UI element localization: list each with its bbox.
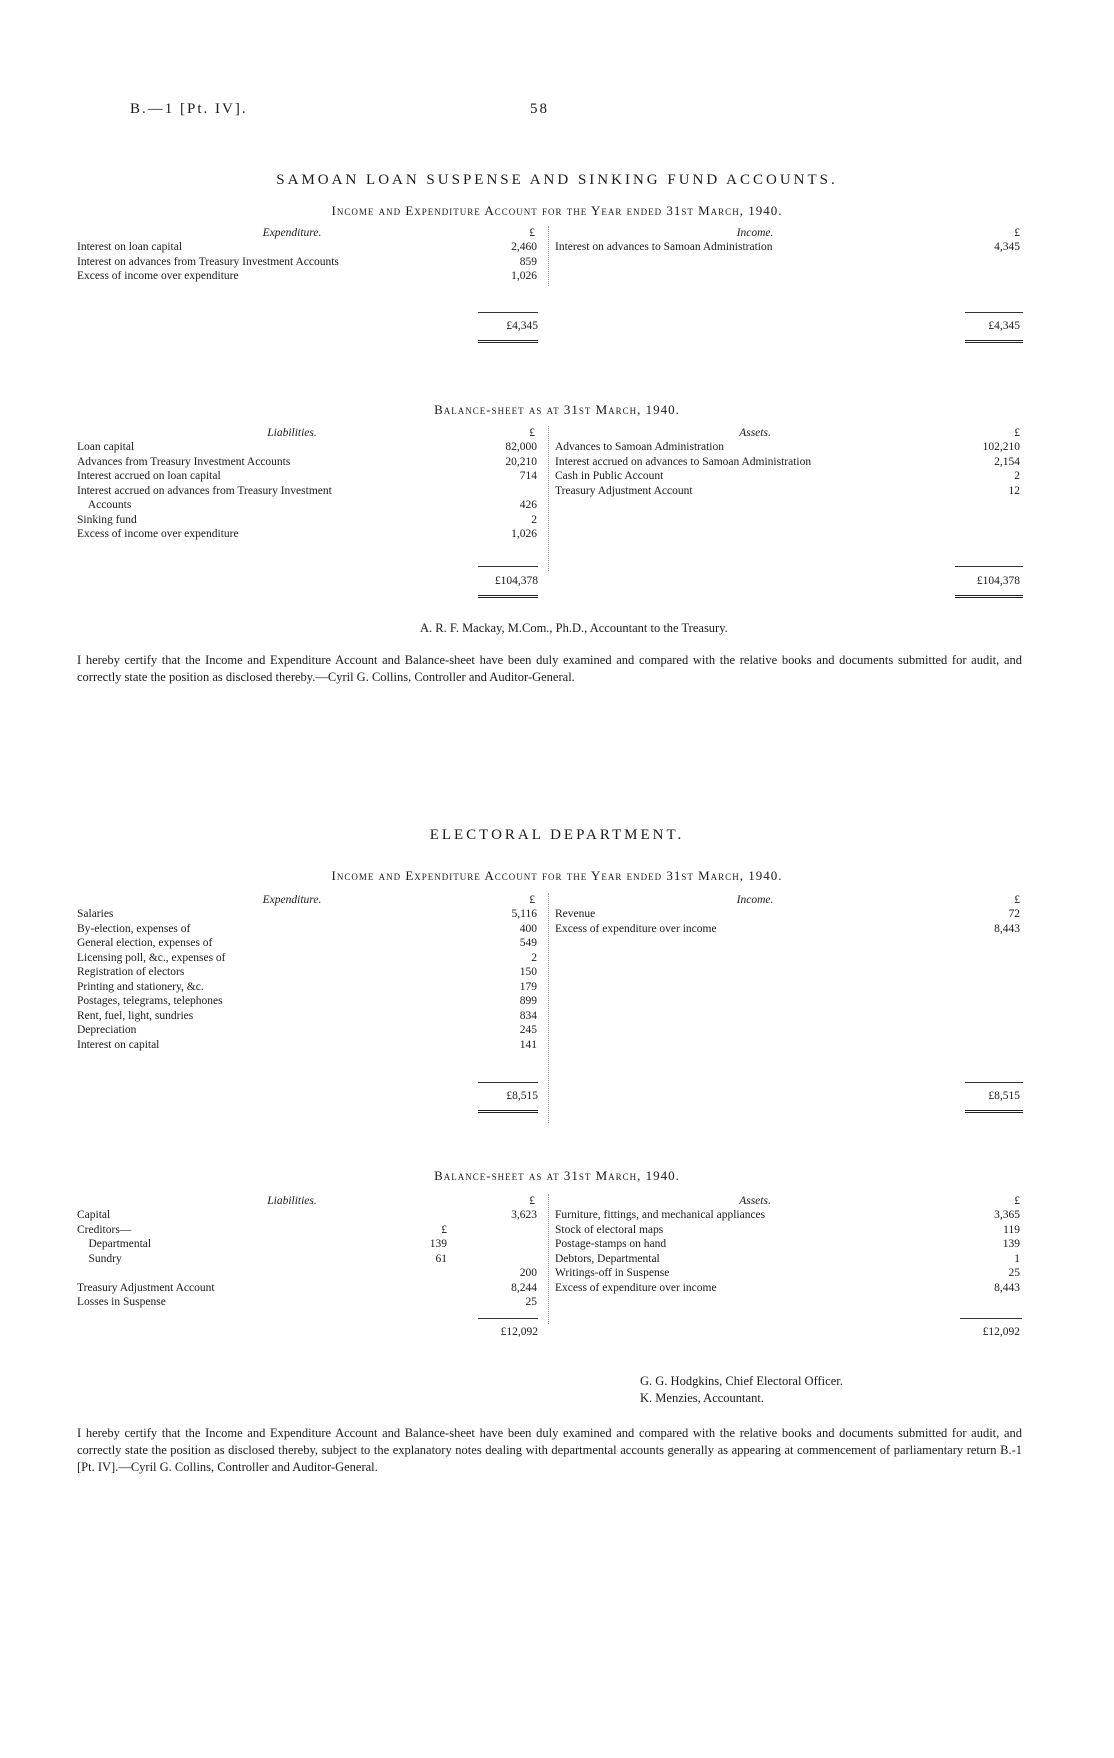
expenditure-row: [77, 994, 537, 1009]
row-label: Interest accrued on loan capital: [77, 470, 221, 482]
liability-row: [77, 1295, 537, 1310]
row-label: Sinking fund: [77, 513, 137, 526]
row-label: Interest accrued on advances to Samoan Administration: [555, 455, 812, 468]
electoral-liab-currency: £: [529, 1195, 535, 1207]
electoral-liab-total: £12,092: [500, 1326, 538, 1338]
row-label: Stock of electoral maps: [555, 1223, 664, 1236]
row-amount: 3,365: [994, 1209, 1020, 1221]
electoral-ie-title: Income and Expenditure Account for the Year ended 31st March, 1940.: [331, 868, 783, 883]
electoral-inc-head: Income.: [736, 894, 774, 906]
electoral-exp-head: Expenditure.: [262, 894, 322, 906]
liability-row: [77, 1266, 537, 1281]
row-subamount: 61: [435, 1252, 447, 1265]
samoan-assets-head: Assets.: [739, 427, 771, 439]
row-label: Furniture, fittings, and mechanical appliances: [555, 1209, 766, 1221]
electoral-exp-currency: £: [529, 894, 535, 906]
expenditure-row: [77, 965, 537, 980]
asset-row: [555, 1281, 1020, 1296]
row-label: Revenue: [555, 908, 596, 920]
samoan-income-list: [555, 240, 1020, 255]
samoan-signature: A. R. F. Mackay, M.Com., Ph.D., Accountant to the Treasury.: [420, 621, 728, 635]
row-label: General election, expenses of: [77, 937, 213, 949]
row-label: Treasury Adjustment Account: [555, 484, 693, 497]
row-amount: 2,154: [994, 455, 1020, 468]
expenditure-row: [77, 980, 537, 995]
income-row: [555, 922, 1020, 937]
row-label: Loan capital: [77, 441, 135, 453]
row-amount: 2: [1014, 470, 1020, 482]
liability-row: [77, 498, 537, 513]
samoan-inc-currency: £: [1014, 227, 1020, 239]
row-amount: 8,244: [511, 1281, 537, 1294]
liability-row: [77, 469, 537, 484]
column-separator: [548, 226, 549, 286]
asset-row: [555, 1252, 1020, 1267]
row-label: Advances from Treasury Investment Accounts: [77, 455, 291, 468]
row-subamount: 139: [429, 1238, 447, 1250]
samoan-assets-currency: £: [1014, 427, 1020, 439]
row-label: Excess of income over expenditure: [77, 528, 239, 540]
page-number: 58: [530, 101, 549, 117]
row-label: Accounts: [77, 499, 132, 511]
liability-row: [77, 440, 537, 455]
row-label: Interest on advances to Samoan Administration: [555, 241, 773, 253]
electoral-section-title: ELECTORAL DEPARTMENT.: [429, 827, 685, 843]
expenditure-row: [77, 936, 537, 951]
row-amount: 20,210: [505, 455, 537, 468]
row-label: Registration of electors: [77, 966, 185, 978]
rule: [960, 1318, 1022, 1319]
row-subamount: £: [441, 1223, 447, 1236]
asset-row: [555, 440, 1020, 455]
row-label: Losses in Suspense: [77, 1296, 166, 1308]
electoral-signature-accountant: K. Menzies, Accountant.: [640, 1391, 764, 1405]
row-amount: 139: [1002, 1238, 1020, 1250]
row-amount: 12: [1008, 484, 1020, 497]
samoan-assets-total: £104,378: [976, 575, 1020, 587]
row-label: Interest on capital: [77, 1038, 160, 1051]
rule: [478, 1318, 538, 1319]
row-label: Sundry: [77, 1252, 122, 1265]
expenditure-row: [77, 1009, 537, 1024]
expenditure-row: [77, 951, 537, 966]
row-amount: 245: [519, 1024, 537, 1036]
liability-row: [77, 1223, 537, 1238]
samoan-ie-title: Income and Expenditure Account for the Year ended 31st March, 1940.: [331, 203, 783, 218]
column-separator: [548, 426, 549, 571]
electoral-liabilities-list: [77, 1208, 537, 1310]
row-label: Departmental: [77, 1238, 152, 1250]
liability-row: [77, 455, 537, 470]
electoral-signature-officer: G. G. Hodgkins, Chief Electoral Officer.: [640, 1374, 843, 1388]
row-amount: 8,443: [994, 922, 1020, 935]
column-separator: [548, 1194, 549, 1324]
samoan-liab-currency: £: [529, 427, 535, 439]
row-label: Salaries: [77, 908, 114, 920]
income-row: [555, 907, 1020, 922]
row-amount: 4,345: [994, 241, 1020, 253]
row-label: Debtors, Departmental: [555, 1252, 660, 1265]
row-amount: 426: [519, 499, 537, 511]
row-amount: 899: [519, 995, 537, 1007]
row-amount: 72: [1008, 908, 1020, 920]
row-label: Advances to Samoan Administration: [555, 441, 724, 453]
row-amount: 2: [531, 513, 537, 526]
row-label: Postage-stamps on hand: [555, 1238, 667, 1250]
row-label: Rent, fuel, light, sundries: [77, 1009, 194, 1022]
expenditure-row: [77, 255, 537, 270]
row-label: Postages, telegrams, telephones: [77, 995, 223, 1007]
rule: [965, 312, 1023, 313]
liability-row: [77, 513, 537, 528]
asset-row: [555, 469, 1020, 484]
row-label: Interest on loan capital: [77, 241, 183, 253]
asset-row: [555, 1237, 1020, 1252]
row-amount: 25: [1008, 1267, 1020, 1279]
row-amount: 5,116: [511, 908, 537, 920]
row-amount: 1,026: [511, 270, 537, 282]
row-amount: 549: [519, 937, 537, 949]
row-label: Cash in Public Account: [555, 470, 664, 482]
row-amount: 1,026: [511, 528, 537, 540]
row-amount: 102,210: [982, 441, 1020, 453]
samoan-liab-head: Liabilities.: [267, 427, 317, 439]
rule: [478, 312, 538, 313]
row-label: Creditors—: [77, 1223, 132, 1236]
electoral-liab-head: Liabilities.: [267, 1195, 317, 1207]
expenditure-row: [77, 269, 537, 284]
row-label: Writings-off in Suspense: [555, 1267, 670, 1279]
row-label: Excess of expenditure over income: [555, 922, 717, 935]
double-rule: [478, 1110, 538, 1113]
asset-row: [555, 1223, 1020, 1238]
electoral-assets-currency: £: [1014, 1195, 1020, 1207]
asset-row: [555, 455, 1020, 470]
asset-row: [555, 1266, 1020, 1281]
row-label: Licensing poll, &c., expenses of: [77, 951, 226, 964]
double-rule: [955, 595, 1023, 598]
electoral-assets-total: £12,092: [982, 1326, 1020, 1338]
row-label: Excess of expenditure over income: [555, 1281, 717, 1294]
row-label: Depreciation: [77, 1024, 137, 1036]
asset-row: [555, 1208, 1020, 1223]
rule: [955, 566, 1023, 567]
row-amount: 714: [519, 470, 537, 482]
liability-row: [77, 1237, 537, 1252]
row-amount: 2: [531, 951, 537, 964]
asset-row: [555, 484, 1020, 499]
electoral-certificate: I hereby certify that the Income and Expenditure Account and Balance-sheet have been duly examined and compared with the relative books and documents submitted for audit, and correctly state the position as disclosed thereby, subject to the explanatory notes dealing with departmental accounts generally as appearing at commencement of parliamentary return B.-1 [Pt. IV].—Cyril G. Collins, Controller and Auditor-General.: [77, 1426, 1022, 1474]
row-label: Treasury Adjustment Account: [77, 1281, 215, 1294]
row-label: Interest accrued on advances from Treasury Investment: [77, 484, 332, 497]
samoan-liab-total: £104,378: [494, 575, 538, 587]
liability-row: [77, 1252, 537, 1267]
samoan-exp-currency: £: [529, 227, 535, 239]
row-label: By-election, expenses of: [77, 922, 191, 935]
double-rule: [478, 340, 538, 343]
column-separator: [548, 893, 549, 1123]
row-amount: 141: [519, 1038, 537, 1051]
samoan-expenditure-list: [77, 240, 537, 284]
samoan-section-title: SAMOAN LOAN SUSPENSE AND SINKING FUND ACCOUNTS.: [276, 172, 838, 188]
samoan-inc-total: £4,345: [988, 320, 1020, 332]
row-amount: 179: [519, 980, 537, 993]
double-rule: [478, 595, 538, 598]
row-amount: 834: [519, 1009, 537, 1022]
liability-row: [77, 484, 537, 499]
row-amount: 8,443: [994, 1281, 1020, 1294]
rule: [965, 1082, 1023, 1083]
row-amount: 859: [519, 255, 537, 268]
row-label: Excess of income over expenditure: [77, 270, 239, 282]
samoan-liabilities-list: [77, 440, 537, 542]
samoan-certificate: I hereby certify that the Income and Expenditure Account and Balance-sheet have been duly examined and compared with the relative books and documents submitted for audit, and correctly state the position as disclosed thereby.—Cyril G. Collins, Controller and Auditor-General.: [77, 653, 1022, 684]
rule: [478, 566, 538, 567]
double-rule: [965, 340, 1023, 343]
electoral-assets-head: Assets.: [739, 1195, 771, 1207]
expenditure-row: [77, 240, 537, 255]
row-amount: 1: [1014, 1252, 1020, 1265]
row-amount: 25: [525, 1296, 537, 1308]
expenditure-row: [77, 922, 537, 937]
electoral-assets-list: [555, 1208, 1020, 1295]
row-amount: 119: [1003, 1223, 1020, 1236]
page-reference: B.—1 [Pt. IV].: [130, 101, 248, 117]
electoral-inc-currency: £: [1014, 894, 1020, 906]
liability-row: [77, 527, 537, 542]
row-label: Printing and stationery, &c.: [77, 980, 204, 993]
electoral-bs-title: Balance-sheet as at 31st March, 1940.: [434, 1168, 680, 1183]
row-amount: 82,000: [505, 441, 537, 453]
expenditure-row: [77, 907, 537, 922]
samoan-inc-head: Income.: [736, 227, 774, 239]
electoral-exp-total: £8,515: [506, 1090, 538, 1102]
electoral-inc-total: £8,515: [988, 1090, 1020, 1102]
expenditure-row: [77, 1023, 537, 1038]
income-row: [555, 240, 1020, 255]
row-label: Interest on advances from Treasury Investment Accounts: [77, 255, 339, 268]
samoan-exp-head: Expenditure.: [262, 227, 322, 239]
samoan-exp-total: £4,345: [506, 320, 538, 332]
samoan-bs-title: Balance-sheet as at 31st March, 1940.: [434, 402, 680, 417]
liability-row: [77, 1281, 537, 1296]
samoan-assets-list: [555, 440, 1020, 498]
row-amount: 200: [519, 1267, 537, 1279]
row-amount: 2,460: [511, 241, 537, 253]
rule: [478, 1082, 538, 1083]
double-rule: [965, 1110, 1023, 1113]
row-amount: 400: [519, 922, 537, 935]
row-label: Capital: [77, 1209, 111, 1221]
electoral-income-list: [555, 907, 1020, 936]
liability-row: [77, 1208, 537, 1223]
row-amount: 150: [519, 966, 537, 978]
electoral-expenditure-list: [77, 907, 537, 1052]
expenditure-row: [77, 1038, 537, 1053]
row-amount: 3,623: [511, 1209, 537, 1221]
